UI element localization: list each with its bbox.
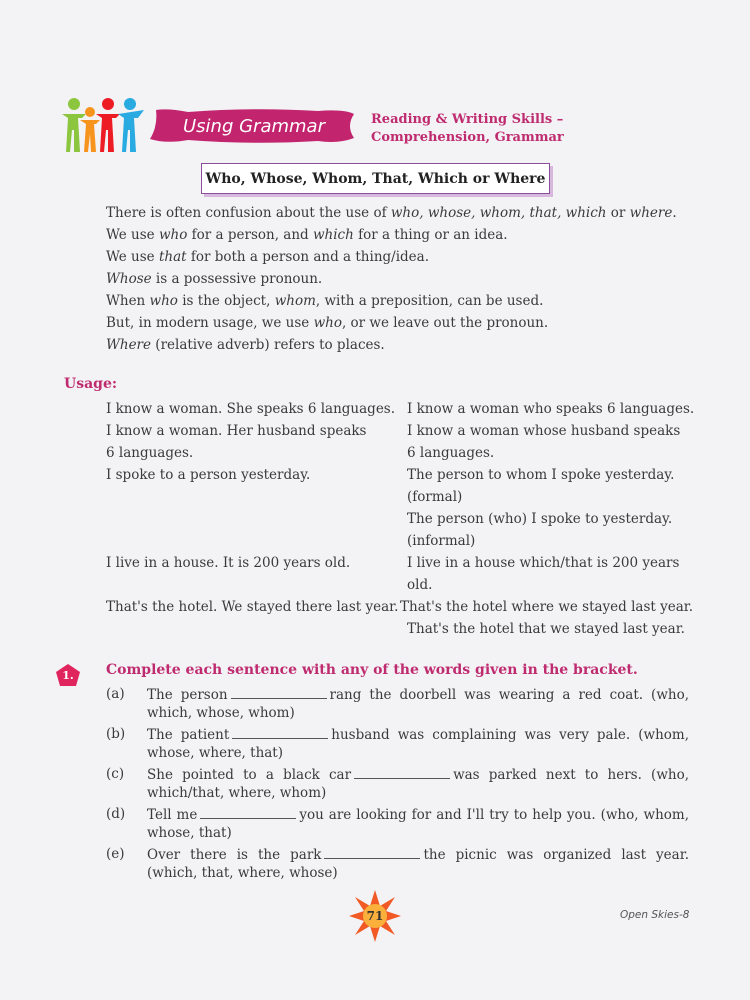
intro-text [106,202,677,356]
intro-line: There is often confusion about the use of who, whose, whom, that, which or where. [106,205,677,221]
usage-right-line: (informal) [407,533,476,549]
usage-right-line: That's the hotel that we stayed last year. [407,621,685,637]
exercise-title: Complete each sentence with any of the words given in the bracket. [106,662,638,678]
usage-right-line: 6 languages. [407,445,495,461]
usage-left-line: I know a woman. She speaks 6 languages. [106,401,396,417]
question-text: Tell me you are looking for and I'll try to help you. (who, whom, whose, that) [147,807,689,841]
question-text: The person rang the doorbell was wearing a red coat. (who, which, whose, whom) [147,687,689,721]
answer-blank[interactable] [232,726,328,739]
skills-line-1: Reading & Writing Skills – [371,112,564,127]
usage-heading: Usage: [64,376,118,392]
skills-line-2: Comprehension, Grammar [371,130,564,145]
usage-right-line: I know a woman whose husband speaks [407,423,681,439]
question-letter: (d) [106,806,126,822]
intro-line: Where (relative adverb) refers to places. [106,337,385,353]
intro-line: But, in modern usage, we use who, or we leave out the pronoun. [106,315,549,331]
usage-left-line: That's the hotel. We stayed there last year. [106,599,399,615]
children-figures-icon [60,96,152,154]
answer-blank[interactable] [354,766,450,779]
usage-right-line: The person to whom I spoke yesterday. [407,467,675,483]
intro-line: We use that for both a person and a thing/idea. [106,249,429,265]
skills-subtitle [371,111,631,147]
usage-left-line: I spoke to a person yesterday. [106,467,311,483]
usage-left-line: I know a woman. Her husband speaks [106,423,367,439]
question-text: Over there is the park the picnic was organized last year. (which, that, where, whose) [147,847,689,881]
usage-left-line: I live in a house. It is 200 years old. [106,555,351,571]
question-letter: (a) [106,686,125,702]
intro-line: Whose is a possessive pronoun. [106,271,323,287]
question-letter: (b) [106,726,126,742]
page-number: 71 [366,909,384,923]
intro-line: We use who for a person, and which for a thing or an idea. [106,227,508,243]
lesson-title: Who, Whose, Whom, That, Which or Where [201,163,550,194]
usage-right-line: I live in a house which/that is 200 years [407,555,680,571]
intro-line: When who is the object, whom, with a preposition, can be used. [106,293,544,309]
usage-right-line: old. [407,577,433,593]
usage-right-line: That's the hotel where we stayed last year. [400,599,694,615]
question-text: She pointed to a black car was parked next to hers. (who, which/that, where, whom) [147,767,689,801]
exercise-number: 1. [62,668,74,682]
usage-left-line: 6 languages. [106,445,194,461]
section-banner-label: Using Grammar [183,115,325,137]
question-letter: (e) [106,846,125,862]
question-letter: (c) [106,766,125,782]
answer-blank[interactable] [231,686,327,699]
book-title: Open Skies-8 [620,909,690,921]
question-text: The patient husband was complaining was very pale. (whom, whose, where, that) [147,727,689,761]
usage-right-line: (formal) [407,489,463,505]
answer-blank[interactable] [324,846,420,859]
usage-right-line: I know a woman who speaks 6 languages. [407,401,695,417]
usage-right-line: The person (who) I spoke to yesterday. [407,511,673,527]
answer-blank[interactable] [200,806,296,819]
